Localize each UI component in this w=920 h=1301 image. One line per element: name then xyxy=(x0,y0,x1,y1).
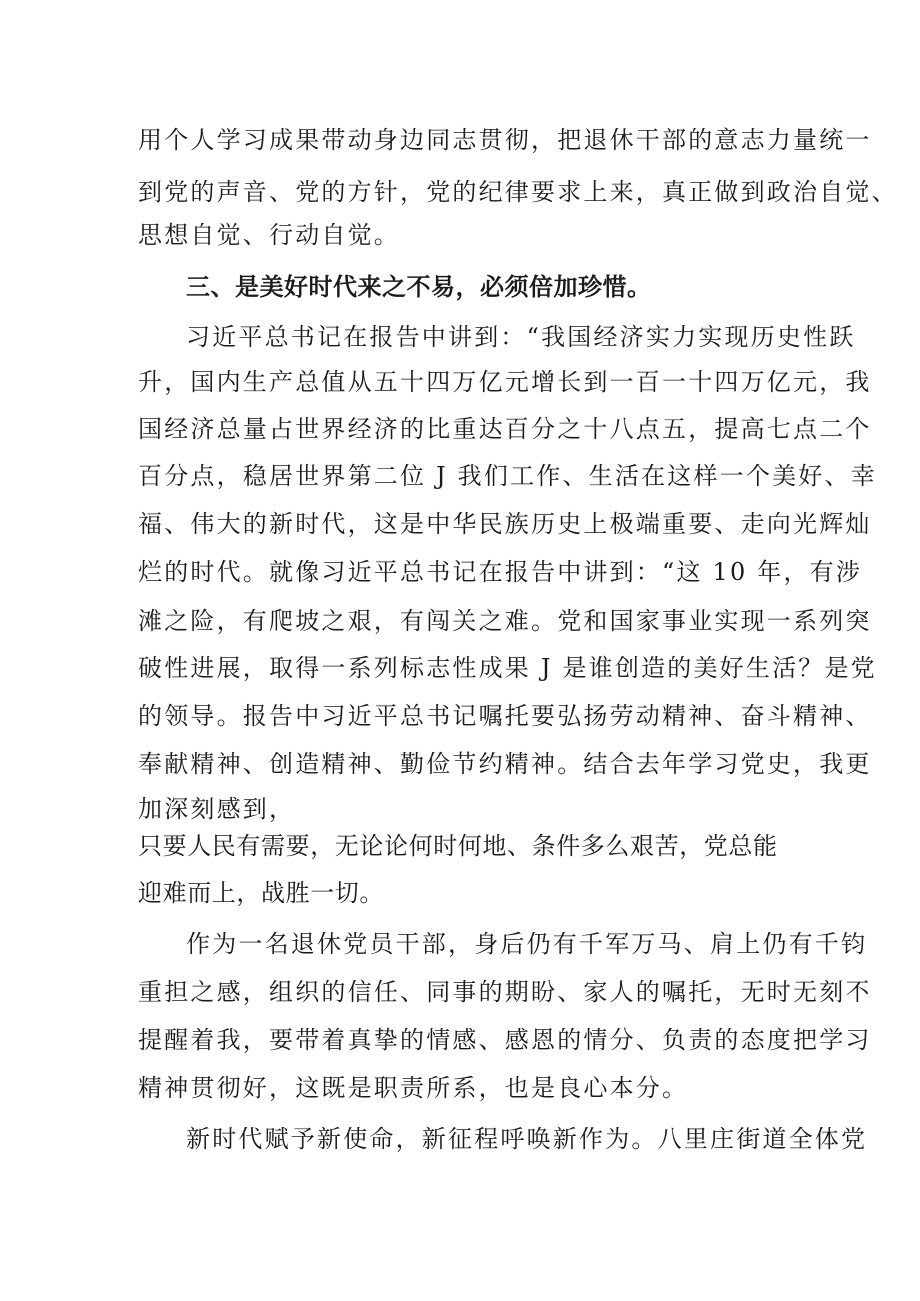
body-text-line: 提醒着我，要带着真挚的情感、感恩的情分、负责的态度把学习 xyxy=(138,1026,872,1054)
body-text-line: 加深刻感到， xyxy=(138,795,296,823)
body-text-line: 烂的时代。就像习近平总书记在报告中讲到：“这 10 年，有涉 xyxy=(138,558,863,586)
body-text-line: 奉献精神、创造精神、勤俭节约精神。结合去年学习党史，我更 xyxy=(138,750,872,778)
section-heading: 三、是美好时代来之不易，必须倍加珍惜。 xyxy=(186,273,652,301)
body-text-line: 新时代赋予新使命，新征程呼唤新作为。八里庄街道全体党 xyxy=(186,1125,868,1153)
body-text-line: 习近平总书记在报告中讲到：“我国经济实力实现历史性跃 xyxy=(186,323,856,351)
body-text-line: 百分点，稳居世界第二位 J 我们工作、生活在这样一个美好、幸 xyxy=(138,462,877,490)
body-text-line: 精神贯彻好，这既是职责所系，也是良心本分。 xyxy=(138,1074,689,1102)
body-text-line: 破性进展，取得一系列标志性成果 J 是谁创造的美好生活？是党 xyxy=(138,654,877,682)
body-text-line: 滩之险，有爬坡之艰，有闯关之难。党和国家事业实现一系列突 xyxy=(138,607,872,635)
body-text-line: 用个人学习成果带动身边同志贯彻，把退休干部的意志力量统一 xyxy=(138,126,872,154)
body-text-line: 思想自觉、行动自觉。 xyxy=(138,221,400,249)
body-text-line: 的领导。报告中习近平总书记嘱托要弘扬劳动精神、奋斗精神、 xyxy=(138,702,872,730)
body-text-line: 作为一名退休党员干部，身后仍有千军万马、肩上仍有千钧 xyxy=(186,930,868,958)
body-text-line: 升，国内生产总值从五十四万亿元增长到一百一十四万亿元，我 xyxy=(138,368,872,396)
body-text-line: 迎难而上，战胜一切。 xyxy=(138,879,384,907)
body-text-line: 重担之感，组织的信任、同事的期盼、家人的嘱托，无时无刻不 xyxy=(138,978,872,1006)
body-text-line: 只要人民有需要，无论论何时何地、条件多么艰苦，党总能 xyxy=(138,832,778,860)
body-text-line: 到党的声音、党的方针，党的纪律要求上来，真正做到政治自觉、 xyxy=(138,178,898,206)
body-text-line: 国经济总量占世界经济的比重达百分之十八点五，提高七点二个 xyxy=(138,415,872,443)
body-text-line: 福、伟大的新时代，这是中华民族历史上极端重要、走向光辉灿 xyxy=(138,510,872,538)
